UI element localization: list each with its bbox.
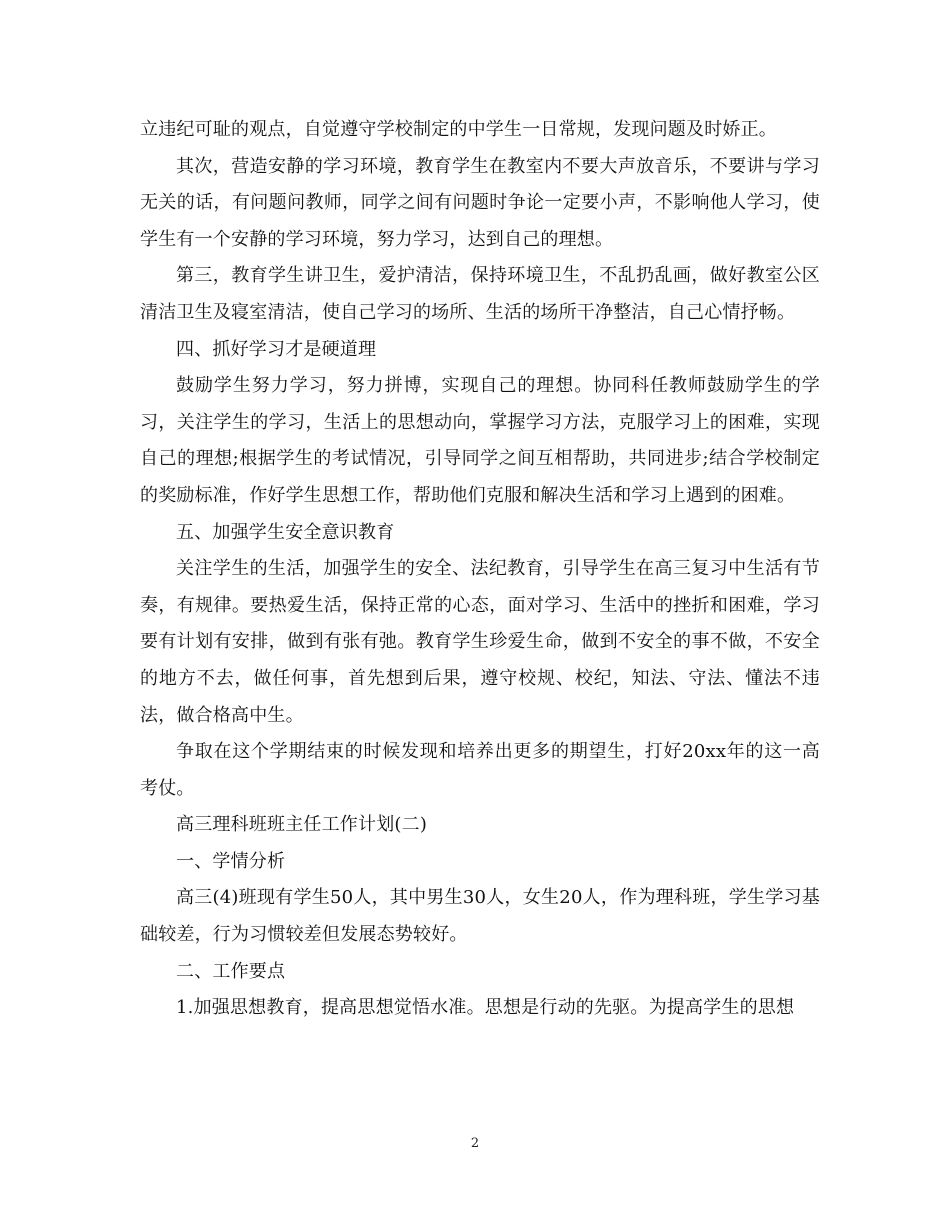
paragraph-safety-education: 关注学生的生活，加强学生的安全、法纪教育，引导学生在高三复习中生活有节奏，有规律。要热爱生活，保持正常的心态，面对学习、生活中的挫折和困难，学习要有计划有安排，做到有张有弛。教育学生珍爱生命，做到不安全的事不做，不安全的地方不去，做任何事，首先想到后果，遵守校规、校纪，知法、守法、懂法不违法，做合格高中生。 bbox=[140, 558, 820, 726]
paragraph-goal: 争取在这个学期结束的时候发现和培养出更多的期望生，打好20xx年的这一高考仗。 bbox=[140, 741, 820, 799]
paragraph-encourage-study: 鼓励学生努力学习，努力拼博，实现自己的理想。协同科任教师鼓励学生的学习，关注学生的学习，生活上的思想动向，掌握学习方法，克服学习上的困难，实现自己的理想;根据学生的考试情况，引导同学之间互相帮助，共同进步;结合学校制定的奖励标准，作好学生思想工作，帮助他们克服和解决生活和学习上遇到的困难。 bbox=[140, 375, 820, 506]
section-heading-key-points: 二、工作要点 bbox=[176, 960, 286, 982]
document-subtitle: 高三理科班班主任工作计划(二) bbox=[176, 814, 428, 836]
document-body bbox=[140, 112, 820, 1027]
paragraph-continuation: 立违纪可耻的观点，自觉遵守学校制定的中学生一日常规，发现问题及时娇正。 bbox=[140, 119, 777, 140]
section-heading-study: 四、抓好学习才是硬道理 bbox=[176, 338, 377, 360]
page-number: 2 bbox=[470, 1136, 480, 1151]
paragraph-quiet-environment: 其次，营造安静的学习环境，教育学生在教室内不要大声放音乐，不要讲与学习无关的话，有问题问教师，同学之间有问题时争论一定要小声，不影响他人学习，使学生有一个安静的学习环境，努力学习，达到自己的理想。 bbox=[140, 155, 820, 250]
paragraph-ideological-education: 1.加强思想教育，提高思想觉悟水准。思想是行动的先驱。为提高学生的思想 bbox=[176, 997, 795, 1019]
paragraph-hygiene: 第三，教育学生讲卫生，爱护清洁，保持环境卫生，不乱扔乱画，做好教室公区清洁卫生及寝室清洁，使自己学习的场所、生活的场所干净整洁，自己心情抒畅。 bbox=[140, 265, 820, 323]
section-heading-safety: 五、加强学生安全意识教育 bbox=[176, 521, 395, 543]
section-heading-analysis: 一、学情分析 bbox=[176, 850, 286, 872]
paragraph-class-analysis: 高三(4)班现有学生50人，其中男生30人，女生20人，作为理科班，学生学习基础较差，行为习惯较差但发展态势较好。 bbox=[140, 887, 820, 946]
